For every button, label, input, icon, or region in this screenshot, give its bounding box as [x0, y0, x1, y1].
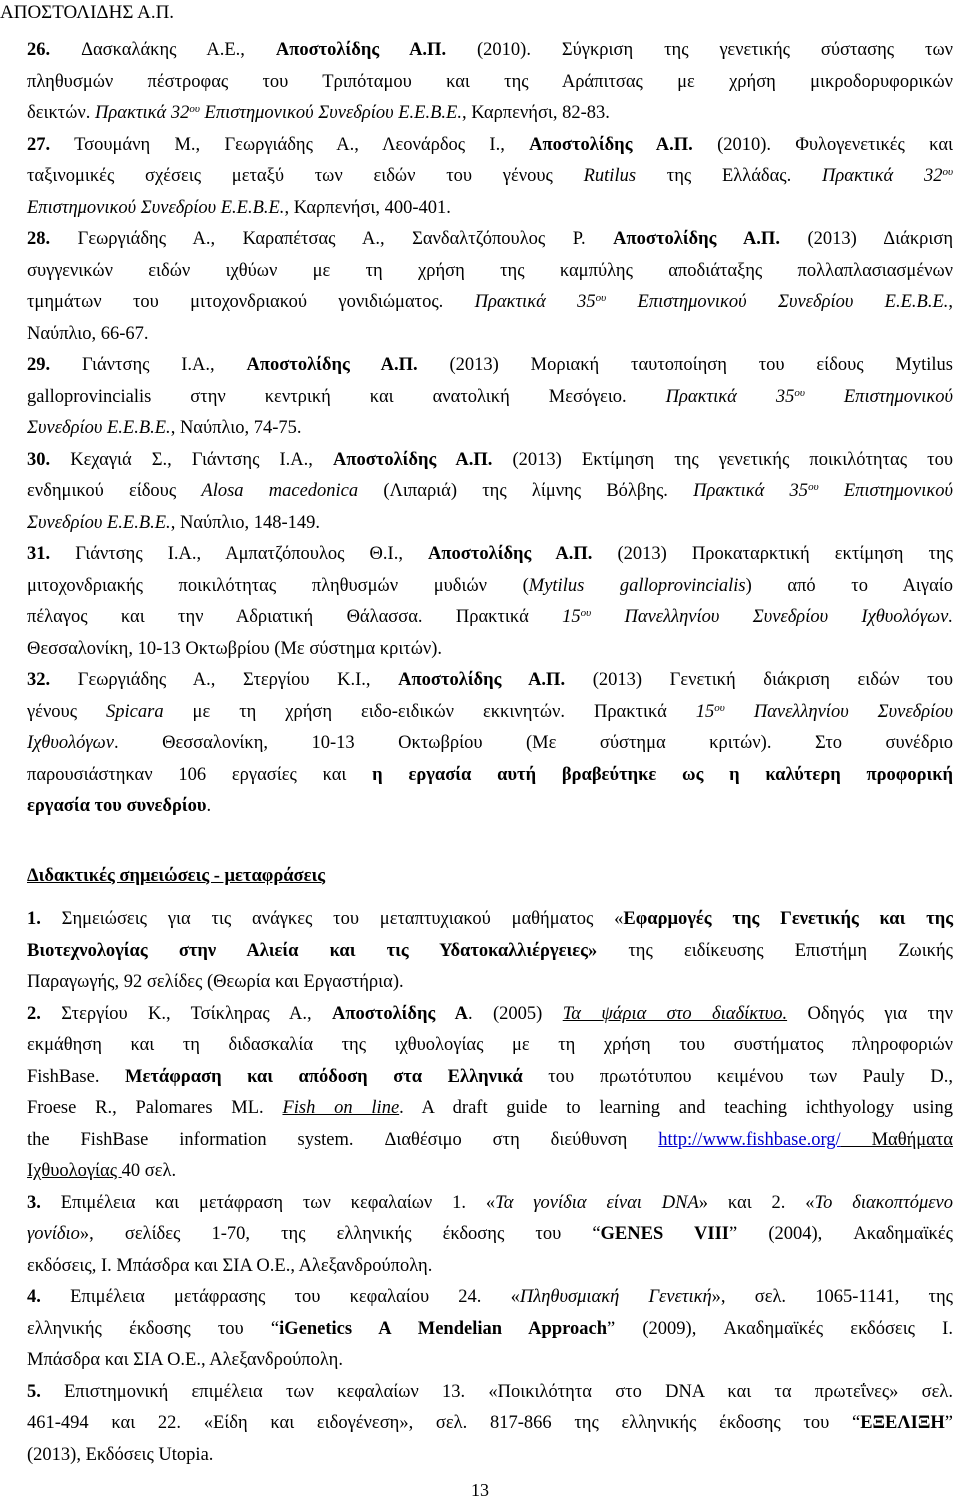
title-text: (2013) Γενετική διάκριση ειδών του	[565, 670, 953, 690]
entry-line	[27, 193, 953, 225]
venue: Ιχθυολόγων	[27, 733, 114, 753]
ordinal-suffix: ου	[595, 292, 607, 304]
page-count: 40 σελ.	[121, 1161, 177, 1181]
title-text: (2013) Προκαταρκτική εκτίμηση της	[592, 544, 953, 564]
translation-note: Μετάφραση και απόδοση στα Ελληνικά	[125, 1066, 523, 1087]
entry-line	[27, 1377, 953, 1409]
venue: Πρακτικά 35	[693, 481, 809, 501]
species-name: Mytilus galloprovincialis	[528, 575, 746, 596]
entry-number: 3.	[27, 1192, 41, 1213]
description: Οδηγός για την	[787, 1003, 953, 1024]
ordinal-suffix: ου	[794, 386, 805, 399]
course-title: Βιοτεχνολογίας στην Αλιεία και τις Υδατοκαλλιέργειες»	[27, 940, 598, 961]
book-title: Τα ψάρια στο διαδίκτυο.	[562, 1003, 788, 1024]
section-heading	[27, 861, 953, 893]
running-header	[0, 0, 174, 26]
entry-number: 28.	[27, 229, 51, 249]
entry-line	[27, 413, 953, 445]
description: the FishBase information system. Διαθέσιμο στη διεύθυνση	[27, 1129, 659, 1150]
title-text: πληθυσμών πέστροφας του Τριπόταμου και της Αράπιτσας με χρήση μικροδορυφορικών	[27, 71, 953, 92]
entry-line	[27, 67, 953, 99]
teaching-entry-1	[27, 904, 953, 999]
teaching-entry-2	[27, 999, 953, 1188]
location-pages: , Καρπενήσι, 400-401.	[284, 197, 451, 218]
highlighted-author: Αποστολίδης Α.Π.	[332, 449, 493, 470]
authors: Δασκαλάκης Α.Ε.,	[81, 40, 276, 60]
venue: Επιστημονικού	[804, 386, 954, 407]
title-text: (2010). Σύγκριση της γενετικής σύστασης των	[446, 40, 953, 60]
authors: Γιάντσης Ι.Α., Αμπατζόπουλος Θ.Ι.,	[50, 544, 429, 564]
venue: Πρακτικά 35	[474, 292, 596, 312]
description: εκμάθηση και τη διδασκαλία της ιχθυολογίας με τη χρήση του συστήματος πληροφοριών	[27, 1035, 953, 1055]
ordinal-suffix: ου	[808, 481, 819, 493]
location-pages: Ναύπλιο, 66-67.	[27, 323, 149, 344]
description: εκδόσεις, Ι. Μπάσδρα και ΣΙΑ Ο.Ε., Αλεξανδρούπολη.	[27, 1255, 433, 1276]
entry-line	[27, 1251, 953, 1283]
title-text: ταξινομικές σχέσεις μεταξύ των ειδών του γένους	[27, 166, 584, 186]
entry-line	[27, 1125, 953, 1157]
description: 461-494 και 22. «Είδη και ειδογένεση», σελ. 817-866 της ελληνικής έκδοσης του “	[27, 1413, 861, 1433]
ordinal-suffix: ου	[942, 166, 954, 178]
title-text: δεικτών.	[27, 103, 96, 123]
highlighted-author: Αποστολίδης Α.Π.	[529, 134, 693, 155]
entry-line	[27, 634, 953, 666]
publication-entry-26	[27, 35, 953, 130]
entry-line	[27, 98, 953, 130]
entry-line	[27, 350, 953, 382]
highlighted-author: Αποστολίδης Α.Π.	[275, 40, 447, 60]
venue: Επιστημονικού Συνεδρίου Ε.Ε.Β.Ε.	[199, 103, 462, 123]
venue: Επιστημονικού Συνεδρίου Ε.Ε.Β.Ε.	[27, 197, 285, 218]
description: . A draft guide to learning and teaching ichthyology using	[399, 1098, 953, 1118]
award-text: παρουσιάστηκαν 106 εργασίες και	[27, 764, 373, 785]
authors: Στεργίου Κ., Τσίκληρας Α.,	[40, 1003, 332, 1024]
entry-number: 4.	[27, 1287, 41, 1307]
entry-line	[27, 1314, 953, 1346]
entry-line	[27, 1345, 953, 1377]
document-body	[27, 35, 953, 1471]
entry-line	[27, 728, 953, 760]
entry-number: 31.	[27, 544, 51, 564]
entry-line	[27, 760, 953, 792]
venue: Επιστημονικού	[818, 481, 953, 501]
entry-line	[27, 1093, 953, 1125]
location-pages: , Ναύπλιο, 74-75.	[170, 418, 302, 438]
description: (2013), Εκδόσεις Utopia.	[27, 1444, 214, 1465]
description: », σελίδες 1-70, της ελληνικής έκδοσης του “	[79, 1224, 601, 1244]
punctuation: .	[206, 796, 212, 816]
authors: Τσουμάνη Μ., Γεωργιάδης Α., Λεονάρδος Ι.,	[50, 134, 530, 155]
description: ” (2009), Ακαδημαϊκές εκδόσεις Ι.	[607, 1318, 953, 1339]
highlighted-author: Αποστολίδης Α.Π.	[613, 229, 780, 249]
venue: Συνεδρίου Ε.Ε.Β.Ε.	[27, 418, 171, 438]
publication-entry-29	[27, 350, 953, 445]
description: Σημειώσεις για τις ανάγκες του μεταπτυχιακού μαθήματος «	[40, 909, 624, 929]
title-text: με τη χρήση ειδο-ειδικών εκκινητών. Πρακτικά	[163, 701, 696, 722]
title-text: ) από το Αιγαίο	[745, 575, 953, 596]
ordinal-suffix: ου	[189, 103, 200, 115]
entry-line	[27, 130, 953, 162]
description: Επιμέλεια και μετάφραση των κεφαλαίων 1. «	[40, 1192, 496, 1213]
title-text: (2013) Μοριακή ταυτοποίηση του είδους Mytilus	[417, 355, 953, 375]
entry-line	[27, 936, 953, 968]
entry-line	[27, 319, 953, 351]
entry-line	[27, 665, 953, 697]
highlighted-author: Αποστολίδης Α	[332, 1003, 469, 1024]
entry-number: 32.	[27, 670, 51, 690]
venue: Συνεδρίου Ε.Ε.Β.Ε.	[27, 512, 171, 533]
genus-name: Rutilus	[583, 166, 637, 186]
publication-entry-27	[27, 130, 953, 225]
title-text: (2013) Εκτίμηση της γενετικής ποικιλότητας του	[492, 449, 953, 470]
page-number: 13	[471, 1480, 489, 1500]
publication-entry-32	[27, 665, 953, 823]
authors: Κεχαγιά Σ., Γιάντσης Ι.Α.,	[50, 449, 333, 470]
entry-line	[27, 224, 953, 256]
entry-line	[27, 1408, 953, 1440]
venue: Πρακτικά 35	[665, 386, 795, 407]
venue: Πρακτικά 32	[822, 166, 943, 186]
title-text: (2013) Διάκριση	[779, 229, 954, 249]
publication-entry-30	[27, 445, 953, 540]
teaching-entry-4	[27, 1282, 953, 1377]
entry-line	[27, 161, 953, 193]
location-pages: , Καρπενήσι, 82-83.	[461, 103, 610, 123]
book-title: ΕΞΕΛΙΞΗ	[860, 1413, 945, 1433]
authors: Γεωργιάδης Α., Καραπέτσας Α., Σανδαλτζόπουλος Ρ.	[50, 229, 614, 249]
description: της ειδίκευσης Επιστήμη Ζωικής	[597, 940, 953, 961]
highlighted-author: Αποστολίδης Α.Π.	[398, 670, 566, 690]
species-name: Alosa macedonica	[201, 481, 359, 501]
description: Επιμέλεια μετάφρασης του κεφαλαίου 24. «	[40, 1287, 520, 1307]
description: Ιχθυολογίας	[27, 1161, 122, 1181]
award-highlight: η εργασία αυτή βραβεύτηκε ως η καλύτερη προφορική	[372, 764, 953, 785]
entry-line	[27, 904, 953, 936]
teaching-entry-3	[27, 1188, 953, 1283]
title-text: τμημάτων του μιτοχονδριακού γονιδιώματος.	[27, 292, 475, 312]
description: Μπάσδρα και ΣΙΑ Ο.Ε., Αλεξανδρούπολη.	[27, 1350, 343, 1370]
publication-entry-28	[27, 224, 953, 350]
description: του πρωτότυπου κειμένου των Pauly D.,	[522, 1066, 953, 1087]
entry-line	[27, 1282, 953, 1314]
year: . (2005)	[468, 1003, 563, 1024]
entry-line	[27, 256, 953, 288]
entry-number: 5.	[27, 1381, 41, 1402]
title-text: συγγενικών ειδών ιχθύων με τη χρήση της καμπύλης αποδιάταξης πολλαπλασιασμένων	[27, 260, 953, 281]
teaching-entry-5	[27, 1377, 953, 1472]
venue: Επιστημονικού Συνεδρίου Ε.Ε.Β.Ε.	[606, 292, 949, 312]
publication-entry-31	[27, 539, 953, 665]
description: Μαθήματα	[840, 1129, 954, 1150]
entry-line	[27, 1440, 953, 1472]
section-title: Διδακτικές σημειώσεις - μεταφράσεις	[27, 865, 326, 886]
venue: Πανελληνίου Συνεδρίου Ιχθυολόγων.	[591, 607, 953, 627]
punctuation: ,	[948, 292, 953, 312]
venue: Πανελληνίου Συνεδρίου	[724, 701, 953, 722]
entry-line	[27, 1062, 953, 1094]
location-pages: , Ναύπλιο, 148-149.	[170, 512, 320, 533]
authors: Froese R., Palomares ML.	[27, 1098, 283, 1118]
entry-number: 2.	[27, 1003, 41, 1024]
book-title: iGenetics A Mendelian Approach	[279, 1318, 607, 1339]
entry-number: 1.	[27, 909, 41, 929]
running-title: ΑΠΟΣΤΟΛΙΔΗΣ Α.Π.	[0, 2, 175, 23]
title-text: (2010). Φυλογενετικές και	[692, 134, 953, 155]
entry-line	[27, 999, 953, 1031]
entry-line	[27, 287, 953, 319]
entry-line	[27, 602, 953, 634]
entry-line	[27, 539, 953, 571]
highlighted-author: Αποστολίδης Α.Π.	[428, 544, 593, 564]
entry-line	[27, 1219, 953, 1251]
title-text: πέλαγος και την Αδριατική Θάλασσα. Πρακτικά	[27, 607, 563, 627]
description: Επιστημονική επιμέλεια των κεφαλαίων 13. «Ποικιλότητα στο DNA και τα πρωτεΐνες» σελ.	[40, 1381, 953, 1402]
entry-number: 29.	[27, 355, 51, 375]
entry-line	[27, 697, 953, 729]
description: », σελ. 1065-1141, της	[711, 1287, 953, 1307]
fishbase-link[interactable]: http://www.fishbase.org/	[658, 1129, 841, 1150]
description: ” (2004), Ακαδημαϊκές	[729, 1224, 953, 1244]
genus-name: Spicara	[106, 701, 164, 722]
chapter-title: γονίδιο	[27, 1224, 80, 1244]
ordinal-suffix: ου	[580, 607, 592, 619]
entry-number: 26.	[27, 40, 82, 60]
entry-line	[27, 571, 953, 603]
location-pages: Θεσσαλονίκη, 10-13 Οκτωβρίου (Με σύστημα κριτών).	[27, 638, 443, 659]
description: FishBase.	[27, 1066, 126, 1087]
chapter-title: Πληθυσμιακή Γενετική	[519, 1287, 712, 1307]
entry-line	[27, 1156, 953, 1188]
authors: Γιάντσης Ι.Α.,	[50, 355, 247, 375]
entry-line	[27, 1188, 953, 1220]
title-text: (Λιπαριά) της λίμνης Βόλβης.	[358, 481, 694, 501]
entry-line	[27, 791, 953, 823]
venue: Πρακτικά 32	[95, 103, 190, 123]
book-title: Fish on line	[282, 1098, 400, 1118]
description: Παραγωγής, 92 σελίδες (Θεωρία και Εργαστήρια).	[27, 972, 404, 992]
award-highlight: εργασία του συνεδρίου	[27, 796, 207, 816]
entry-number: 27.	[27, 134, 51, 155]
entry-line	[27, 476, 953, 508]
title-text: της Ελλάδας.	[636, 166, 823, 186]
entry-number: 30.	[27, 449, 51, 470]
authors: Γεωργιάδης Α., Στεργίου Κ.Ι.,	[50, 670, 399, 690]
title-text: ενδημικού είδους	[27, 481, 202, 501]
venue: 15	[562, 607, 581, 627]
entry-line	[27, 382, 953, 414]
entry-line	[27, 1030, 953, 1062]
course-title: Εφαρμογές της Γενετικής και της	[623, 909, 954, 929]
title-text: galloprovincialis στην κεντρική και ανατολική Μεσόγειο.	[27, 386, 666, 407]
title-text: μιτοχονδριακής ποικιλότητας πληθυσμών μυδιών (	[27, 575, 529, 596]
description: ελληνικής έκδοσης του “	[27, 1318, 280, 1339]
chapter-title: Τα γονίδια είναι DNA	[495, 1192, 699, 1213]
entry-line	[27, 508, 953, 540]
chapter-title: Το διακοπτόμενο	[814, 1192, 953, 1213]
entry-line	[27, 35, 953, 67]
entry-line	[27, 967, 953, 999]
ordinal-suffix: ου	[714, 701, 725, 714]
page-footer	[0, 1480, 960, 1501]
highlighted-author: Αποστολίδης Α.Π.	[246, 355, 418, 375]
book-title: GENES VIII	[600, 1224, 729, 1244]
description: » και 2. «	[698, 1192, 815, 1213]
punctuation: ”	[944, 1413, 953, 1433]
venue: 15	[695, 701, 715, 722]
location-pages: . Θεσσαλονίκη, 10-13 Οκτωβρίου (Με σύστημα κριτών). Στο συνέδριο	[113, 733, 953, 753]
title-text: γένους	[27, 701, 107, 722]
entry-line	[27, 445, 953, 477]
